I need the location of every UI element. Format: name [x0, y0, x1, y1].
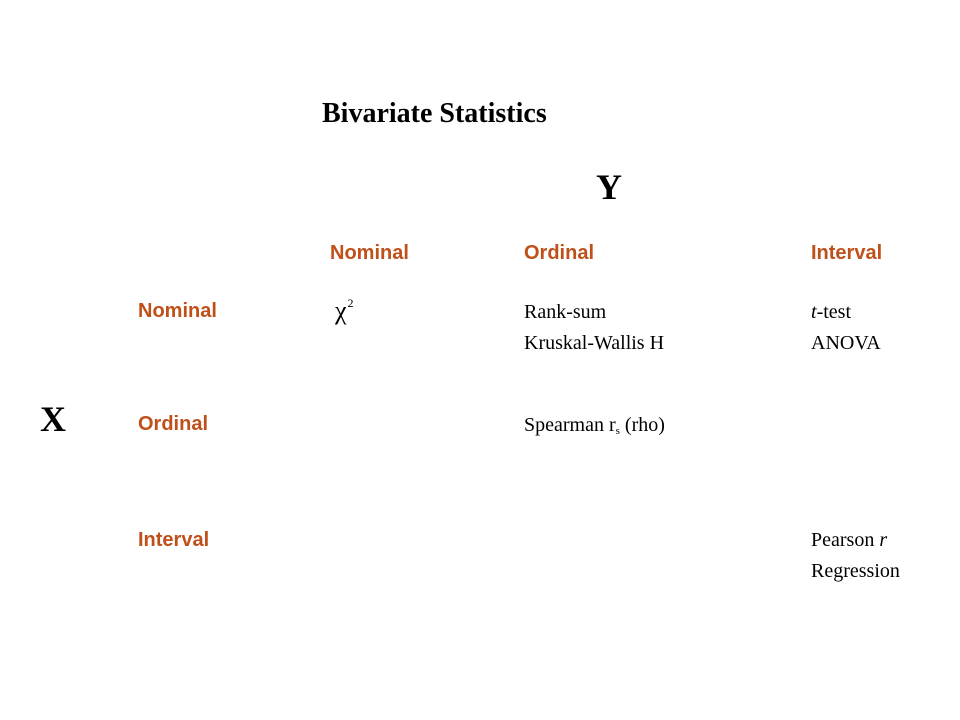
- y-variable-label: Y: [596, 167, 622, 207]
- row-header-nominal: Nominal: [138, 300, 217, 322]
- cell-ordinal-ordinal: [524, 410, 665, 447]
- x-variable-label: X: [40, 399, 66, 439]
- row-header-interval: Interval: [138, 529, 210, 551]
- column-header-interval: Interval: [811, 242, 883, 264]
- chi-symbol: χ: [335, 296, 347, 325]
- test-suffix: -test: [816, 301, 851, 323]
- cell-line: [524, 410, 665, 447]
- t-italic: t: [811, 301, 817, 323]
- cell-line: [811, 525, 900, 556]
- column-header-nominal: Nominal: [330, 242, 409, 264]
- spearman-name: Spearman r: [524, 414, 616, 436]
- column-header-ordinal: Ordinal: [524, 242, 595, 264]
- cell-nominal-nominal: [335, 296, 354, 326]
- slide-title: Bivariate Statistics: [322, 98, 547, 129]
- pearson-prefix: Pearson: [811, 529, 880, 551]
- pearson-r-italic: r: [879, 529, 888, 551]
- cell-line: Rank-sum: [524, 301, 607, 323]
- cell-nominal-interval: [811, 297, 881, 359]
- spearman-suffix: (rho): [619, 414, 665, 436]
- spearman-subscript: s: [615, 425, 620, 437]
- cell-line: Kruskal-Wallis H: [524, 332, 665, 354]
- cell-line: [811, 297, 881, 328]
- chi-superscript: 2: [347, 296, 354, 310]
- cell-line: Regression: [811, 560, 900, 582]
- row-header-ordinal: Ordinal: [138, 413, 209, 435]
- cell-line: ANOVA: [811, 332, 881, 354]
- cell-interval-interval: [811, 525, 900, 587]
- cell-nominal-ordinal: [524, 297, 664, 359]
